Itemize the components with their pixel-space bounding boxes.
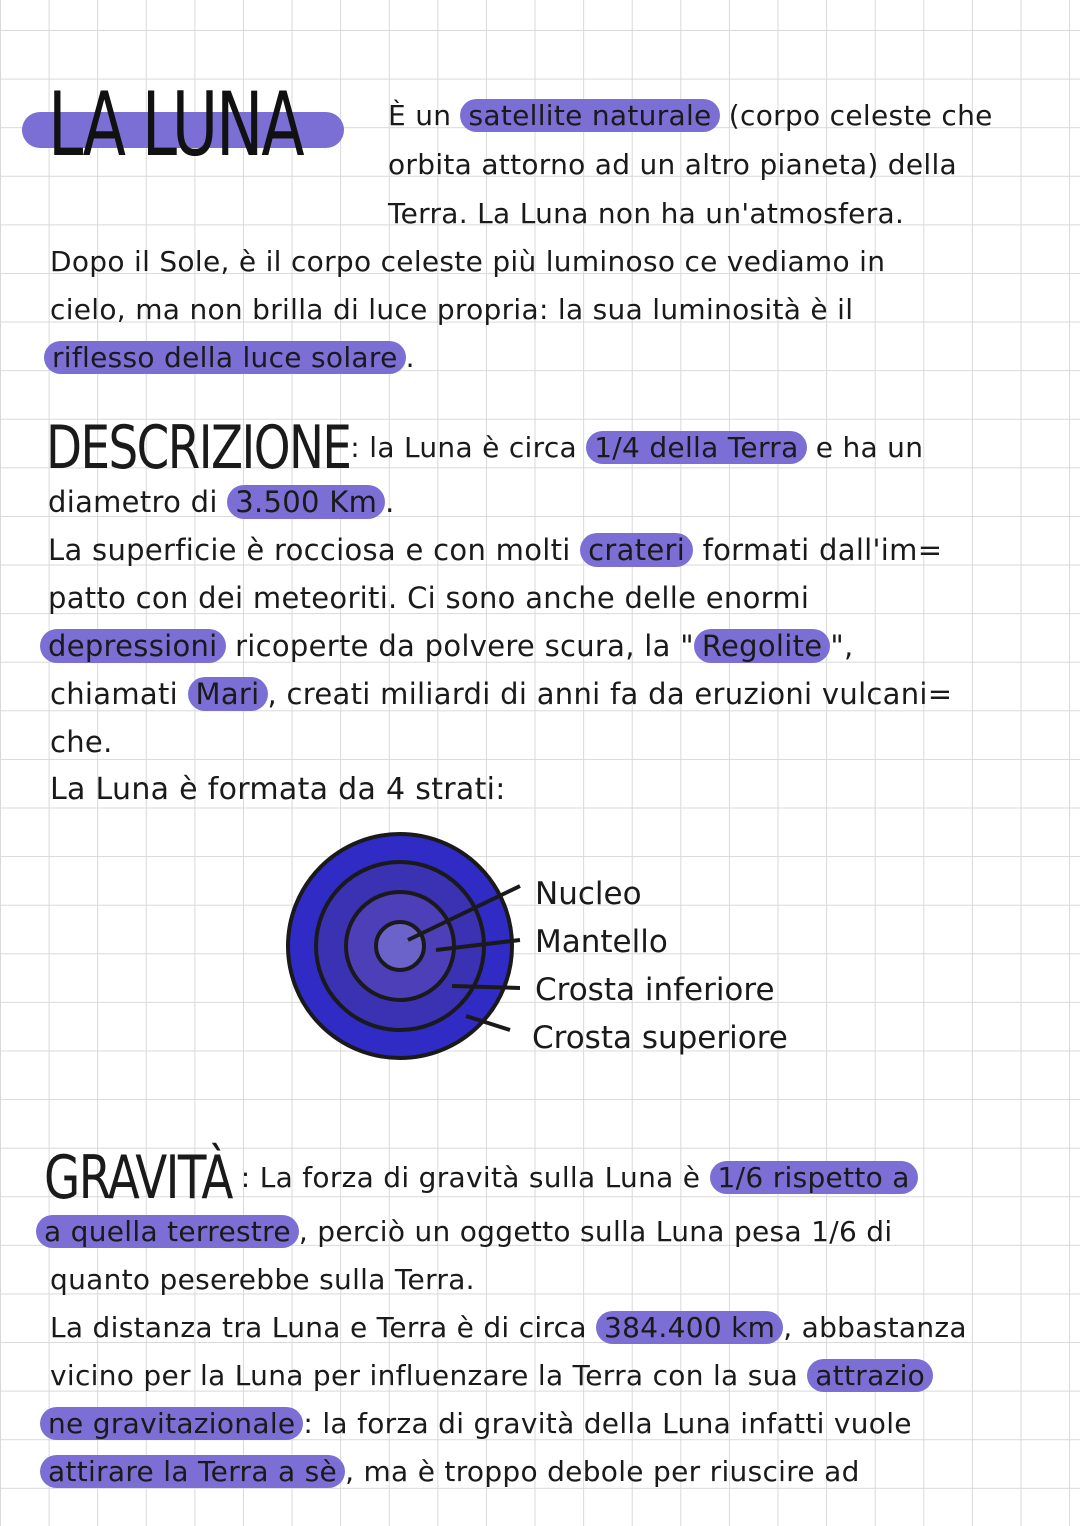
highlight-depressioni: depressioni [40, 629, 226, 663]
descrizione-line-3: La superficie è rocciosa e con molti crateri formati dall'im= [48, 533, 943, 567]
descrizione-line-7: che. [50, 725, 113, 759]
highlight-diameter: 3.500 Km [227, 485, 385, 519]
descrizione-line-2: diametro di 3.500 Km . [48, 485, 395, 519]
label-crosta-inferiore: Crosta inferiore [535, 972, 775, 1008]
intro-line-2: orbita attorno ad un altro pianeta) della [388, 148, 958, 181]
highlight-attirare: attirare la Terra a sè [40, 1455, 345, 1488]
highlight-attrazio: attrazio [807, 1359, 933, 1392]
highlight-quarter: 1/4 della Terra [586, 431, 806, 464]
gravita-line-3: quanto peserebbe sulla Terra. [50, 1263, 475, 1296]
gravita-line-7: attirare la Terra a sè , ma è troppo debole per riuscire ad [40, 1448, 860, 1496]
intro-line-1: È un satellite naturale (corpo celeste che [388, 99, 993, 132]
highlight-regolite: Regolite [694, 629, 831, 663]
intro-line-4: Dopo il Sole, è il corpo celeste più luminoso ce vediamo in [50, 245, 886, 278]
gravita-heading: GRAVITÀ [44, 1143, 232, 1213]
gravita-line-5: vicino per la Luna per influenzare la Terra con la sua attrazio [50, 1352, 933, 1400]
highlight-mari: Mari [188, 677, 268, 711]
descrizione-line-5: depressioni ricoperte da polvere scura, la " Regolite ", [40, 622, 854, 670]
intro-line-3: Terra. La Luna non ha un'atmosfera. [388, 197, 905, 230]
highlight-riflesso: riflesso della luce solare [44, 341, 406, 374]
descrizione-line-8: La Luna è formata da 4 strati: [50, 772, 506, 807]
highlight-crateri: crateri [580, 533, 693, 567]
descrizione-line-4: patto con dei meteoriti. Ci sono anche delle enormi [48, 581, 810, 615]
label-mantello: Mantello [535, 924, 668, 960]
label-nucleo: Nucleo [535, 876, 642, 912]
label-crosta-superiore: Crosta superiore [532, 1020, 788, 1056]
descrizione-line-6: chiamati Mari , creati miliardi di anni fa da eruzioni vulcani= [50, 677, 953, 711]
page-title: LA LUNA [48, 73, 303, 176]
highlight-gravitazionale: ne gravitazionale [40, 1407, 303, 1440]
gravita-line-2: a quella terrestre , perciò un oggetto sulla Luna pesa 1/6 di [36, 1208, 892, 1256]
gravita-line-4: La distanza tra Luna e Terra è di circa 384.400 km , abbastanza [50, 1311, 967, 1344]
nucleo-layer [376, 922, 424, 970]
gravita-line-6: ne gravitazionale : la forza di gravità della Luna infatti vuole [40, 1400, 912, 1448]
highlight-terrestre: a quella terrestre [36, 1215, 299, 1248]
highlight-distance: 384.400 km [596, 1311, 783, 1344]
highlight-sixth: 1/6 rispetto a [710, 1161, 918, 1194]
intro-line-5: cielo, ma non brilla di luce propria: la sua luminosità è il [50, 293, 854, 326]
descrizione-line-1: DESCRIZIONE: la Luna è circa 1/4 della Terra e ha un [46, 413, 924, 483]
intro-line-6: riflesso della luce solare . [44, 334, 415, 382]
gravita-line-1: GRAVITÀ : La forza di gravità sulla Luna è 1/6 rispetto a [44, 1146, 918, 1210]
highlight-satellite: satellite naturale [460, 99, 719, 132]
descrizione-heading: DESCRIZIONE [46, 413, 351, 483]
crosta-inferiore-pointer [452, 986, 520, 988]
